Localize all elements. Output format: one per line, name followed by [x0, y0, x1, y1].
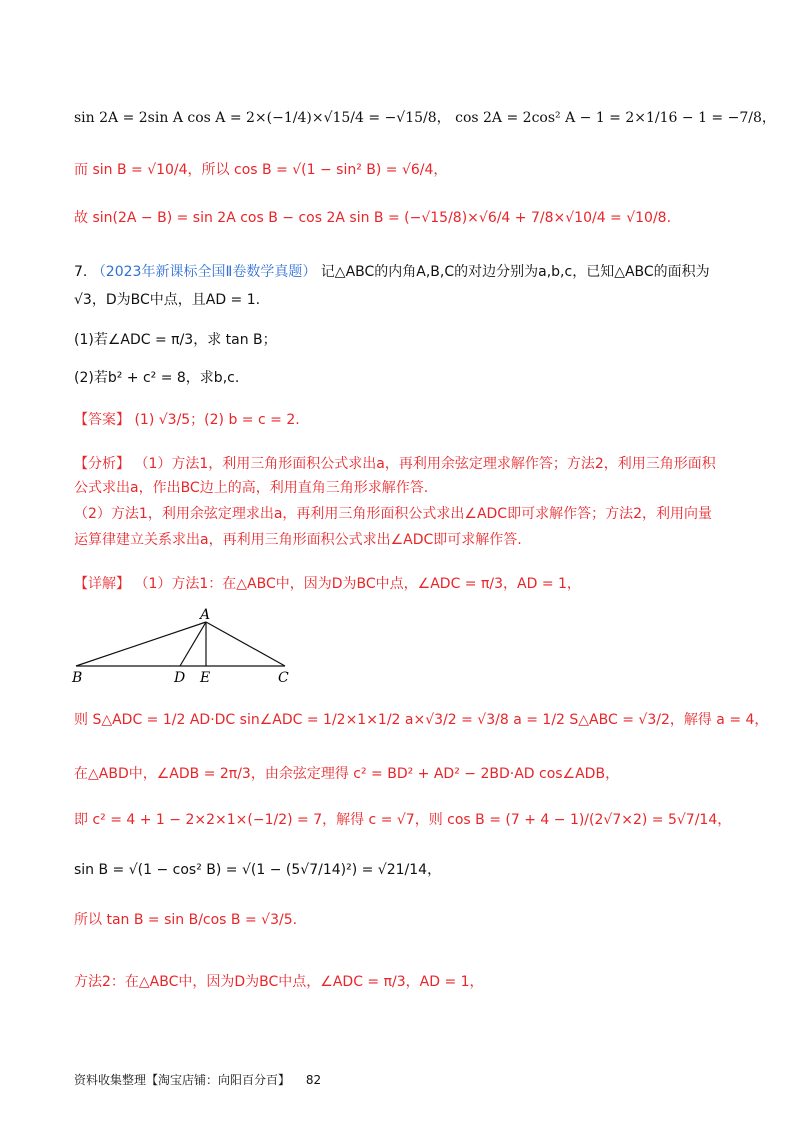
- label-d: D: [174, 670, 186, 686]
- analysis-label: 【分析】: [74, 456, 130, 472]
- question-text: 记△ABC的内角A,B,C的对边分别为a,b,c，已知△ABC的面积为: [320, 264, 710, 280]
- formula-line-1: sin 2A = 2sin A cos A = 2×(−1/4)×√15/4 = −√15/8， cos 2A = 2cos² A − 1 = 2×1/16 − 1 = −7/8，: [74, 110, 776, 126]
- detail-line-1: [74, 574, 581, 594]
- analysis-line-4: 运算律建立关系求出a，再利用三角形面积公式求出∠ADC即可求解作答.: [74, 532, 522, 548]
- label-a: A: [200, 607, 211, 623]
- answer-text: (1) √3/5；(2) b = c = 2.: [134, 412, 300, 428]
- question-7-header: [74, 262, 710, 282]
- triangle-figure: [70, 606, 300, 686]
- analysis-line-3: （2）方法1，利用余弦定理求出a，再利用三角形面积公式求出∠ADC即可求解作答；方法2，利用向量: [74, 506, 712, 522]
- segment-ac: [206, 622, 285, 666]
- analysis-line-1: [74, 454, 716, 474]
- formula-line-2: [74, 160, 447, 180]
- calc-line-5: 所以 tan B = sin B/cos B = √3/5.: [74, 912, 298, 928]
- formula-line-2-text: 而 sin B = √10/4，所以 cos B = √(1 − sin² B) = √6/4，: [74, 162, 448, 178]
- calc-line-4: sin B = √(1 − cos² B) = √(1 − (5√7/14)²) = √21/14，: [74, 862, 442, 878]
- label-e: E: [200, 670, 211, 686]
- footer-source: 资料收集整理【淘宝店铺：向阳百分百】: [74, 1073, 291, 1087]
- answer-label: 【答案】: [74, 412, 130, 428]
- detail-label: 【详解】: [74, 576, 130, 592]
- formula-line-3: [74, 208, 671, 228]
- question-source: （2023年新课标全国Ⅱ卷数学真题）: [91, 264, 317, 280]
- analysis-text-1: （1）方法1，利用三角形面积公式求出a，再利用余弦定理求解作答；方法2，利用三角形面积: [134, 456, 716, 472]
- label-b: B: [72, 670, 83, 686]
- answer-line: [74, 410, 300, 430]
- question-7-text-2: √3，D为BC中点，且AD = 1.: [74, 292, 261, 308]
- method-2-line: 方法2：在△ABC中，因为D为BC中点，∠ADC = π/3，AD = 1，: [74, 974, 484, 990]
- page-footer: [74, 1071, 321, 1088]
- page-number: 82: [305, 1073, 322, 1087]
- formula-line-3-text: 故 sin(2A − B) = sin 2A cos B − cos 2A sin B = (−√15/8)×√6/4 + 7/8×√10/4 = √10/8.: [74, 210, 672, 226]
- question-number: 7.: [74, 264, 88, 280]
- question-7-part-2: (2)若b² + c² = 8，求b,c.: [74, 370, 240, 386]
- segment-ad: [180, 622, 206, 666]
- analysis-line-2: 公式求出a，作出BC边上的高，利用直角三角形求解作答.: [74, 480, 429, 496]
- calc-line-2: 在△ABD中，∠ADB = 2π/3，由余弦定理得 c² = BD² + AD² − 2BD·AD cos∠ADB，: [74, 766, 620, 782]
- detail-text-1: （1）方法1：在△ABC中，因为D为BC中点，∠ADC = π/3，AD = 1，: [134, 576, 581, 592]
- question-7-part-1: (1)若∠ADC = π/3，求 tan B；: [74, 332, 277, 348]
- segment-ab: [76, 622, 206, 666]
- label-c: C: [278, 670, 289, 686]
- calc-line-1: 则 S△ADC = 1/2 AD·DC sin∠ADC = 1/2×1×1/2 a×√3/2 = √3/8 a = 1/2 S△ABC = √3/2，解得 a = 4，: [74, 712, 769, 728]
- calc-line-3: 即 c² = 4 + 1 − 2×2×1×(−1/2) = 7，解得 c = √7，则 cos B = (7 + 4 − 1)/(2√7×2) = 5√7/14，: [74, 812, 732, 828]
